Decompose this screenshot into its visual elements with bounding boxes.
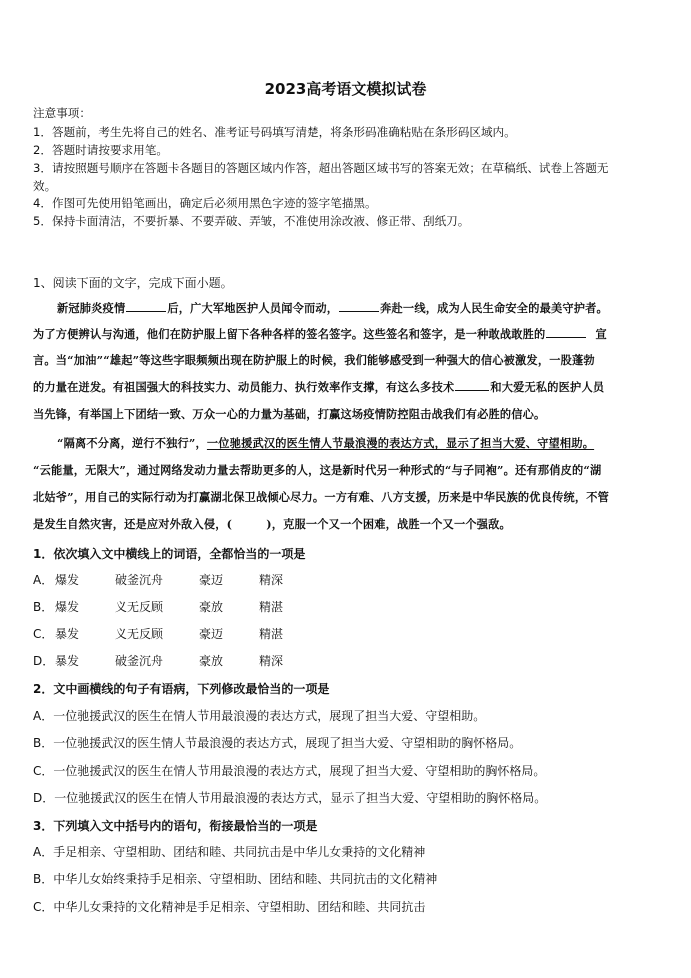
passage-line: 当先锋，有举国上下团结一致、万众一心的力量为基础，打赢这场疫情防控阻击战我们有必胜的信心。 (33, 407, 546, 421)
passage-line: “隔离不分离，逆行不独行”，一位驰援武汉的医生情人节最浪漫的表达方式，显示了担当大爱、守望相助。 (57, 436, 595, 450)
fill-blank (339, 300, 379, 312)
question-stem: 1．依次填入文中横线上的词语，全都恰当的一项是 (33, 547, 306, 561)
option-d[interactable]: D．一位驰援武汉的医生在情人节用最浪漫的表达方式，显示了担当大爱、守望相助的胸怀格局。 (33, 791, 547, 805)
underlined-sentence: 一位驰援武汉的医生情人节最浪漫的表达方式，显示了担当大爱、守望相助。 (206, 436, 595, 450)
passage-line: 的力量在迸发。有祖国强大的科技实力、动员能力、执行效率作支撑，有这么多技术 和大爱无私的医护人员 (33, 380, 605, 394)
option-a[interactable]: A．手足相亲、守望相助、团结和睦、共同抗击是中华儿女秉持的文化精神 (33, 845, 426, 859)
note-item: 4．作图可先使用铅笔画出，确定后必须用黑色字迹的签字笔描黑。 (33, 196, 377, 210)
note-item: 5．保持卡面清洁，不要折暴、不要弄破、弄皱，不准使用涂改液、修正带、刮纸刀。 (33, 214, 470, 228)
option-a[interactable]: A． 爆发 破釜沉舟 豪迈 精深 (33, 573, 284, 587)
fill-blank (455, 379, 489, 391)
passage-line: 是发生自然灾害，还是应对外敌入侵，( )，克服一个又一个困难，战胜一个又一个强敌。 (33, 517, 511, 531)
option-c[interactable]: C．中华儿女秉持的文化精神是手足相亲、守望相助、团结和睦、共同抗击 (33, 900, 426, 914)
note-item: 1．答题前，考生先将自己的姓名、准考证号码填写清楚，将条形码准确粘贴在条形码区域内。 (33, 125, 516, 139)
passage-line: 新冠肺炎疫情 后，广大军地医护人员闻令而动， 奔赴一线，成为人民生命安全的最美守护者。 (57, 301, 608, 315)
passage-line: 北姑爷”，用自己的实际行动为打赢湖北保卫战倾心尽力。一方有难、八方支援，历来是中华民族的优良传统，不管 (33, 490, 610, 504)
note-item: 3．请按照题号顺序在答题卡各题目的答题区域内作答，超出答题区域书写的答案无效；在草稿纸、试卷上答题无 (33, 161, 609, 175)
passage-line: 为了方便辨认与沟通，他们在防护服上留下各种各样的签名签字。这些签名和签字，是一种敢战敢胜的 宣 (33, 327, 607, 341)
passage-line: “云能量，无限大”，通过网络发动力量去帮助更多的人，这是新时代另一种形式的“与子同袍”。还有那俏皮的“湖 (33, 463, 602, 477)
fill-blank (546, 326, 586, 338)
question-stem: 3．下列填入文中括号内的语句，衔接最恰当的一项是 (33, 819, 318, 833)
option-b[interactable]: B． 爆发 义无反顾 豪放 精湛 (33, 600, 284, 614)
passage-line: 言。当“加油”“雄起”等这些字眼频频出现在防护服上的时候，我们能够感受到一种强大的信心被激发，一股蓬勃 (33, 353, 595, 367)
notes-heading: 注意事项： (33, 106, 91, 120)
option-b[interactable]: B．一位驰援武汉的医生情人节最浪漫的表达方式，展现了担当大爱、守望相助的胸怀格局。 (33, 736, 522, 750)
option-a[interactable]: A．一位驰援武汉的医生在情人节用最浪漫的表达方式，展现了担当大爱、守望相助。 (33, 709, 486, 723)
option-b[interactable]: B．中华儿女始终秉持手足相亲、守望相助、团结和睦、共同抗击的文化精神 (33, 872, 438, 886)
page-title: 2023高考语文模拟试卷 (264, 80, 427, 98)
option-c[interactable]: C．一位驰援武汉的医生在情人节用最浪漫的表达方式，展现了担当大爱、守望相助的胸怀格局。 (33, 764, 546, 778)
note-item: 2．答题时请按要求用笔。 (33, 143, 168, 157)
fill-blank (126, 300, 166, 312)
option-c[interactable]: C． 暴发 义无反顾 豪迈 精湛 (33, 627, 284, 641)
question-stem: 2．文中画横线的句子有语病，下列修改最恰当的一项是 (33, 682, 330, 696)
option-d[interactable]: D．暴发 破釜沉舟 豪放 精深 (33, 654, 284, 668)
note-item: 效。 (33, 179, 57, 193)
question-intro: 1、阅读下面的文字，完成下面小题。 (33, 276, 233, 290)
